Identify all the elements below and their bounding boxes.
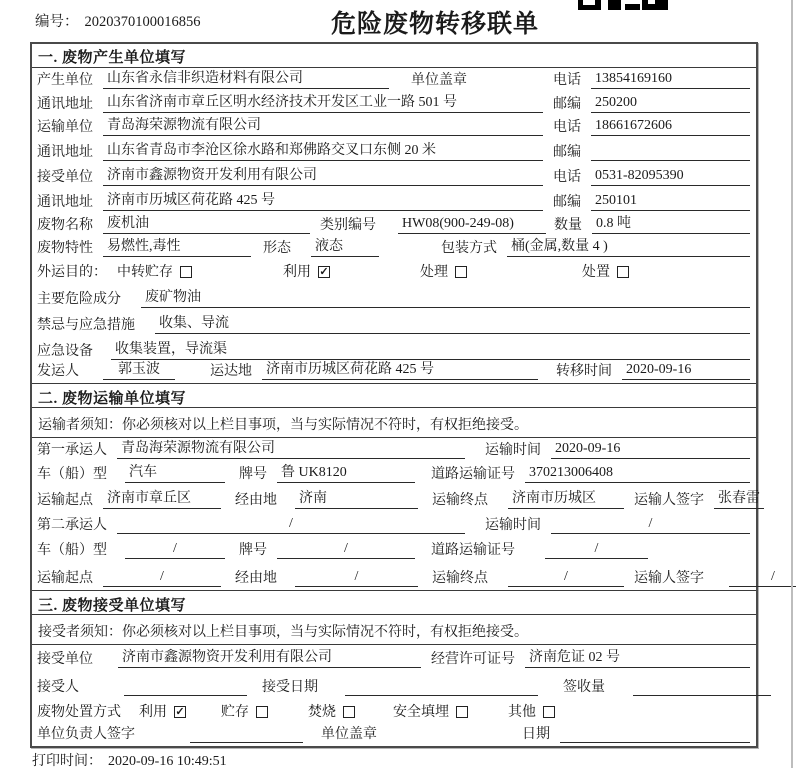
field-value-blank	[560, 725, 750, 743]
field-value: /	[277, 541, 415, 559]
field-value: 济南市历城区荷花路 425 号	[262, 358, 538, 380]
field-value: 液态	[311, 235, 379, 257]
field-label: 接受单位	[37, 652, 93, 667]
field-value: 250200	[591, 95, 750, 113]
field-value: 废机油	[103, 212, 310, 234]
field-label: 通讯地址	[37, 195, 93, 210]
field-label: 车（船）型	[37, 467, 107, 482]
field-value: 0531-82095390	[591, 168, 750, 186]
field-label: 牌号	[239, 543, 267, 558]
checkbox-label: 贮存	[221, 705, 249, 720]
field-label: 第一承运人	[37, 443, 107, 458]
checkbox-item	[283, 261, 330, 281]
field-value: 山东省青岛市李沧区徐水路和郑佛路交叉口东侧 20 米	[103, 139, 543, 161]
field-label: 道路运输证号	[431, 467, 515, 482]
field-value: 张春雷	[714, 487, 764, 509]
field-label: 邮编	[553, 195, 581, 210]
checkbox-unchecked-icon	[256, 706, 268, 718]
field-value: 2020-09-16	[622, 362, 750, 380]
field-label: 数量	[554, 218, 582, 233]
form-row	[32, 189, 756, 214]
field-label: 邮编	[553, 97, 581, 112]
serial-label: 编号：	[35, 14, 79, 30]
field-value: 370213006408	[525, 465, 750, 483]
notice-text: 你必须核对以上栏目事项，当与实际情况不符时，有权拒绝接受。	[122, 625, 528, 640]
section-1-rows	[32, 68, 756, 383]
form-row	[32, 68, 756, 92]
field-label: 运输时间	[485, 518, 541, 533]
field-value: /	[103, 569, 221, 587]
field-label: 运输人签字	[634, 493, 704, 508]
checkbox-item	[221, 701, 268, 721]
field-label: 运输终点	[432, 571, 488, 586]
qr-code-fragment	[578, 0, 670, 10]
field-value: 收集装置，导流渠	[111, 338, 750, 360]
field-label: 主要危险成分	[37, 292, 121, 307]
field-label: 运达地	[210, 364, 252, 379]
field-label: 运输终点	[432, 493, 488, 508]
field-label: 邮编	[553, 145, 581, 160]
field-value: 18661672606	[591, 118, 750, 136]
field-value: /	[117, 516, 465, 534]
field-value-blank	[190, 725, 303, 743]
field-label: 运输人签字	[634, 571, 704, 586]
print-time	[32, 750, 227, 770]
form-row	[32, 512, 756, 537]
field-value: 郭玉波	[103, 358, 175, 380]
checkbox-unchecked-icon	[456, 706, 468, 718]
field-value: 0.8 吨	[592, 212, 750, 234]
field-label: 电话	[553, 73, 581, 88]
field-label: 车（船）型	[37, 543, 107, 558]
checkbox-label: 处理	[420, 265, 448, 280]
field-label: 经由地	[235, 571, 277, 586]
checkbox-label: 焚烧	[308, 705, 336, 720]
section-3-header: 三. 废物接受单位填写	[32, 590, 756, 615]
field-value: 济南危证 02 号	[525, 646, 750, 668]
field-value-blank	[124, 678, 247, 696]
form-row	[32, 139, 756, 164]
form-row	[32, 671, 756, 699]
field-label: 第二承运人	[37, 518, 107, 533]
form-row	[32, 214, 756, 237]
field-label: 运输起点	[37, 571, 93, 586]
field-value: 山东省济南市章丘区明水经济技术开发区工业一路 501 号	[103, 91, 543, 113]
field-value: 2020-09-16	[551, 441, 750, 459]
checkbox-item	[139, 701, 186, 721]
field-label: 废物特性	[37, 241, 93, 256]
section-3-rows	[32, 645, 756, 746]
checkbox-label: 其他	[508, 705, 536, 720]
section-2-rows	[32, 438, 775, 590]
field-value: 易燃性,毒性	[103, 235, 251, 257]
checkbox-checked-icon: ✓	[175, 706, 185, 718]
field-label: 应急设备	[37, 344, 93, 359]
form-row	[32, 116, 756, 139]
field-label: 运输时间	[485, 443, 541, 458]
field-value: 济南市历城区荷花路 425 号	[103, 189, 543, 211]
form-row	[32, 284, 756, 311]
field-value: 250101	[591, 193, 750, 211]
field-label: 单位负责人签字	[37, 727, 135, 742]
field-label: 产生单位	[37, 73, 93, 88]
field-label: 形态	[263, 241, 291, 256]
checkbox-unchecked-icon	[343, 706, 355, 718]
field-value: /	[125, 541, 225, 559]
form-row	[32, 260, 756, 284]
page-title: 危险废物转移联单	[331, 11, 540, 38]
section-3-notice	[32, 615, 756, 645]
field-value: 济南市历城区	[508, 487, 624, 509]
print-time-value: 2020-09-16 10:49:51	[108, 754, 227, 769]
form-row	[32, 699, 756, 724]
field-value-blank	[591, 143, 750, 161]
field-value: 收集、导流	[155, 312, 750, 334]
checkbox-unchecked-icon	[617, 266, 629, 278]
form-row	[32, 486, 760, 512]
field-value: 青岛海荣源物流有限公司	[103, 114, 543, 136]
field-value: 济南	[295, 487, 418, 509]
checkbox-item	[508, 701, 555, 721]
field-label: 废物处置方式	[37, 705, 121, 720]
manifest-form	[30, 42, 775, 748]
field-label: 单位盖章	[321, 727, 377, 742]
field-value: /	[295, 569, 418, 587]
field-label: 日期	[522, 727, 550, 742]
notice-label: 运输者须知：	[38, 418, 122, 433]
field-value: /	[551, 516, 750, 534]
field-value: 桶(金属,数量 4 )	[507, 235, 750, 257]
field-label: 接受单位	[37, 170, 93, 185]
field-label: 废物名称	[37, 218, 93, 233]
field-label: 运输单位	[37, 120, 93, 135]
checkbox-unchecked-icon	[543, 706, 555, 718]
field-label: 转移时间	[556, 364, 612, 379]
field-label: 经由地	[235, 493, 277, 508]
serial-number	[35, 10, 201, 31]
field-label: 通讯地址	[37, 145, 93, 160]
form-row	[32, 363, 756, 383]
checkbox-unchecked-icon	[455, 266, 467, 278]
form-row	[32, 237, 756, 260]
field-value: 济南市鑫源物资开发利用有限公司	[118, 646, 421, 668]
form-row	[32, 92, 756, 116]
field-value: /	[545, 541, 648, 559]
field-label: 运输起点	[37, 493, 93, 508]
field-value: 青岛海荣源物流有限公司	[117, 437, 465, 459]
field-label: 单位盖章	[411, 73, 467, 88]
field-value: 汽车	[125, 461, 225, 483]
field-value: 13854169160	[591, 71, 750, 89]
form-row	[32, 724, 756, 746]
field-value-blank	[345, 678, 538, 696]
field-label: 签收量	[563, 680, 605, 695]
form-row	[32, 537, 756, 562]
field-value: 济南市章丘区	[103, 487, 221, 509]
field-value: 废矿物油	[141, 286, 750, 308]
field-label: 包装方式	[441, 241, 497, 256]
section-2-header: 二. 废物运输单位填写	[32, 383, 756, 408]
checkbox-item	[582, 261, 629, 281]
field-label: 电话	[553, 120, 581, 135]
checkbox-checked-icon: ✓	[319, 266, 329, 278]
form-row	[32, 462, 756, 486]
field-value: 济南市鑫源物资开发利用有限公司	[103, 164, 543, 186]
checkbox-label: 处置	[582, 265, 610, 280]
form-row	[32, 562, 775, 590]
field-label: 禁忌与应急措施	[37, 318, 135, 333]
checkbox-label: 中转贮存	[117, 265, 173, 280]
field-value: /	[508, 569, 624, 587]
form-row	[32, 164, 756, 189]
form-row	[32, 438, 756, 462]
field-label: 发运人	[37, 364, 79, 379]
checkbox-item	[117, 261, 192, 281]
checkbox-label: 利用	[283, 265, 311, 280]
field-label: 经营许可证号	[431, 652, 515, 667]
page-edge-line	[791, 0, 793, 768]
checkbox-item	[308, 701, 355, 721]
field-label: 牌号	[239, 467, 267, 482]
section-2-notice	[32, 408, 756, 438]
field-label: 接受日期	[262, 680, 318, 695]
checkbox-label: 利用	[139, 705, 167, 720]
field-value: 山东省永信非织造材料有限公司	[103, 67, 389, 89]
checkbox-label: 安全填埋	[393, 705, 449, 720]
field-label: 接受人	[37, 680, 79, 695]
field-label: 道路运输证号	[431, 543, 515, 558]
checkbox-unchecked-icon	[180, 266, 192, 278]
field-label: 类别编号	[320, 218, 376, 233]
field-value: 鲁 UK8120	[277, 461, 415, 483]
notice-text: 你必须核对以上栏目事项，当与实际情况不符时，有权拒绝接受。	[122, 418, 528, 433]
checkbox-item	[420, 261, 467, 281]
field-value: HW08(900-249-08)	[398, 216, 546, 234]
field-label: 外运目的：	[37, 265, 107, 280]
serial-value: 2020370100016856	[84, 14, 201, 30]
field-label: 通讯地址	[37, 97, 93, 112]
form-row	[32, 645, 756, 671]
field-value-blank	[633, 678, 771, 696]
print-time-label: 打印时间：	[32, 754, 102, 769]
section-1-header: 一. 废物产生单位填写	[32, 44, 756, 68]
form-row	[32, 311, 756, 337]
field-value: /	[729, 569, 796, 587]
field-label: 电话	[553, 170, 581, 185]
notice-label: 接受者须知：	[38, 625, 122, 640]
checkbox-item	[393, 701, 468, 721]
